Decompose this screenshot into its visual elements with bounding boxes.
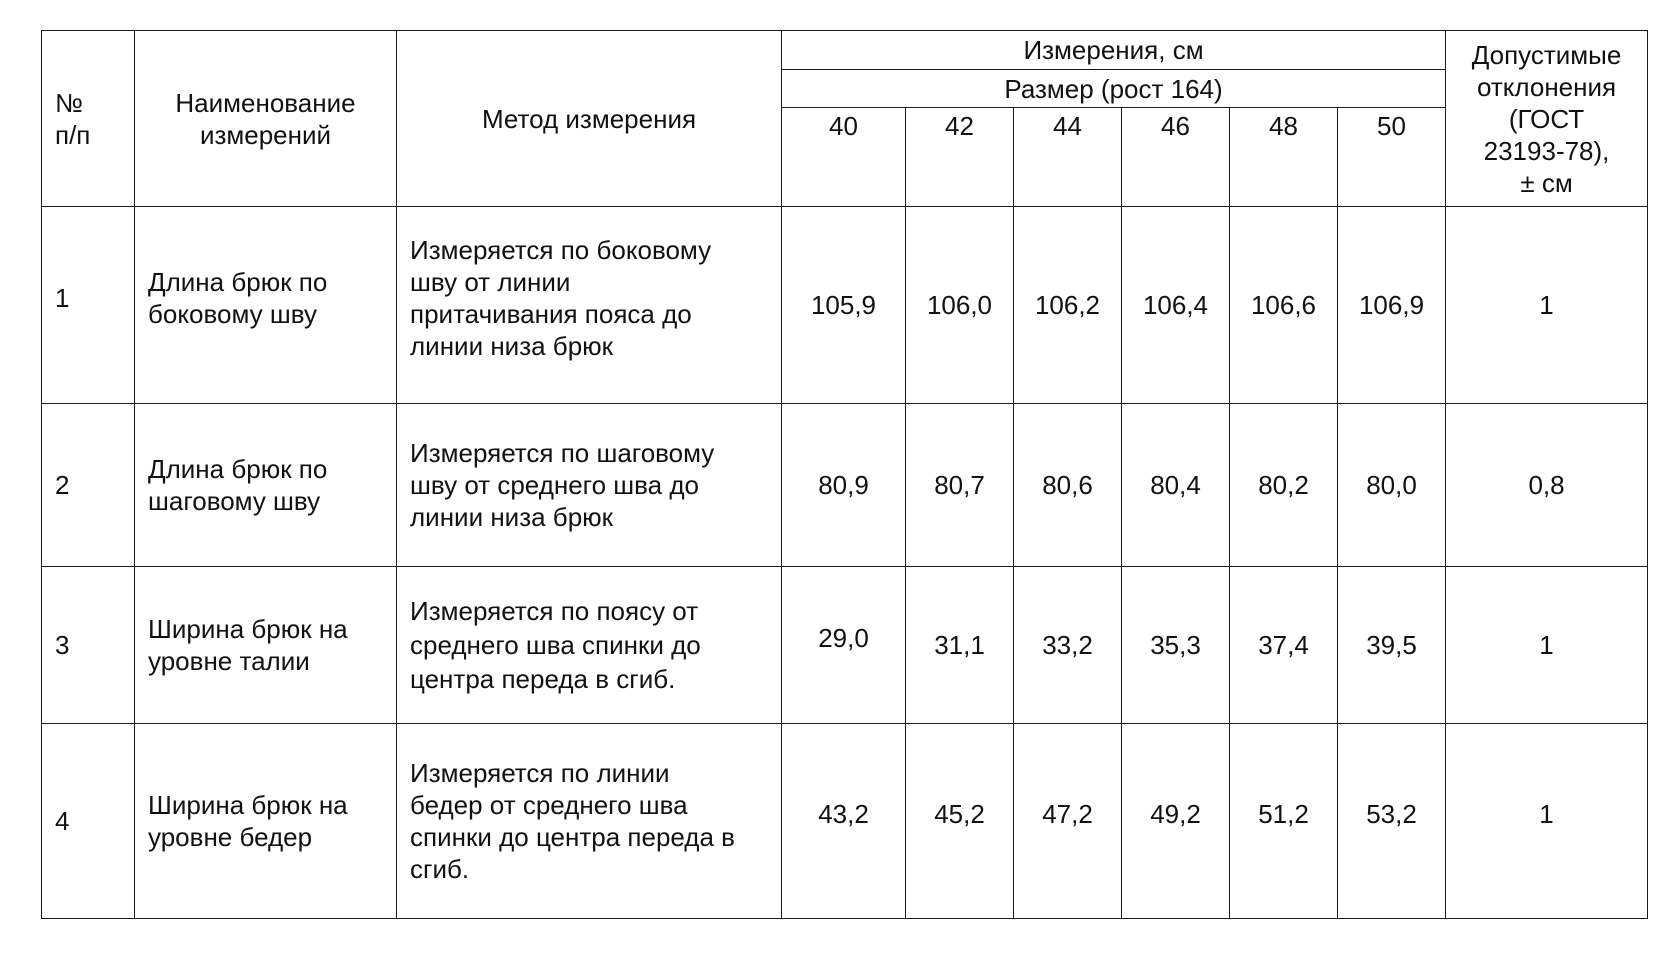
header-size: Размер (рост 164) xyxy=(782,70,1446,108)
row-tolerance-text: 1 xyxy=(1539,799,1554,829)
table-row xyxy=(42,567,1648,724)
row-method-text xyxy=(410,234,773,362)
row-value-text: 29,0 xyxy=(818,623,869,653)
row-value: 80,9 xyxy=(782,404,906,567)
row-value-text: 49,2 xyxy=(1150,799,1201,829)
row-number: 3 xyxy=(42,567,135,724)
header-tolerance-line1: Допустимые xyxy=(1471,39,1622,70)
row-tolerance xyxy=(1446,724,1648,919)
measurement-table xyxy=(41,30,1648,919)
row-value: 105,9 xyxy=(782,207,906,404)
header-name-line1: Наименование xyxy=(175,87,356,118)
row-value xyxy=(1122,724,1230,919)
row-method-line: Измеряется по линии xyxy=(410,758,670,788)
row-name xyxy=(135,207,397,404)
header-size-50: 50 xyxy=(1338,108,1446,207)
row-tolerance: 1 xyxy=(1446,567,1648,724)
row-value: 80,6 xyxy=(1014,404,1122,567)
row-value-text: 51,2 xyxy=(1258,799,1309,829)
row-method xyxy=(397,724,782,919)
row-method xyxy=(397,207,782,404)
row-method-line: центра переда в сгиб. xyxy=(410,664,676,694)
header-name xyxy=(135,31,397,207)
row-name xyxy=(135,404,397,567)
row-method-line: шву от линии xyxy=(410,267,571,297)
header-measurements: Измерения, см xyxy=(782,31,1446,70)
row-method-line: притачивания пояса до xyxy=(410,299,692,329)
header-method: Метод измерения xyxy=(397,31,782,207)
measurement-table-container xyxy=(41,30,1648,919)
row-name-line: Ширина брюк на xyxy=(148,614,348,644)
row-tolerance: 1 xyxy=(1446,207,1648,404)
row-name-line: уровне талии xyxy=(148,646,310,676)
row-value xyxy=(782,724,906,919)
row-method-line: Измеряется по поясу от xyxy=(410,596,699,626)
row-value xyxy=(1338,724,1446,919)
row-value: 106,9 xyxy=(1338,207,1446,404)
row-value-text: 47,2 xyxy=(1042,799,1093,829)
header-tolerance-line5: ± см xyxy=(1520,167,1573,198)
row-value-text: 53,2 xyxy=(1366,799,1417,829)
header-size-40: 40 xyxy=(782,108,906,207)
row-name-text xyxy=(148,266,388,330)
row-value xyxy=(906,724,1014,919)
row-number-text: 1 xyxy=(55,283,70,313)
row-value: 80,7 xyxy=(906,404,1014,567)
row-name xyxy=(135,724,397,919)
row-value: 80,0 xyxy=(1338,404,1446,567)
header-size-46: 46 xyxy=(1122,108,1230,207)
row-method-line: Измеряется по боковому xyxy=(410,235,712,265)
header-row xyxy=(42,31,1648,70)
row-value: 80,4 xyxy=(1122,404,1230,567)
row-method-line: сгиб. xyxy=(410,854,470,884)
row-method-line: шву от среднего шва до xyxy=(410,470,699,500)
row-number xyxy=(42,207,135,404)
row-name-line: шаговому шву xyxy=(148,486,321,516)
row-name xyxy=(135,567,397,724)
row-name-line: Ширина брюк на xyxy=(148,790,348,820)
header-size-44: 44 xyxy=(1014,108,1122,207)
header-tolerance xyxy=(1446,31,1648,207)
header-name-line2: измерений xyxy=(199,119,332,150)
row-name-line: боковому шву xyxy=(148,299,317,329)
row-value: 39,5 xyxy=(1338,567,1446,724)
header-number-line1: № xyxy=(55,87,83,118)
row-number: 4 xyxy=(42,724,135,919)
row-method xyxy=(397,404,782,567)
row-value: 80,2 xyxy=(1230,404,1338,567)
row-method-line: бедер от среднего шва xyxy=(410,790,688,820)
header-tolerance-line2: отклонения xyxy=(1476,71,1617,102)
row-method-line: среднего шва спинки до xyxy=(410,630,701,660)
row-value xyxy=(1230,724,1338,919)
row-value: 37,4 xyxy=(1230,567,1338,724)
row-method xyxy=(397,567,782,724)
row-value: 106,6 xyxy=(1230,207,1338,404)
row-value: 31,1 xyxy=(906,567,1014,724)
row-value: 106,4 xyxy=(1122,207,1230,404)
row-name-line: Длина брюк по xyxy=(148,267,328,297)
row-method-line: Измеряется по шаговому xyxy=(410,438,715,468)
row-value: 106,0 xyxy=(906,207,1014,404)
row-method-line: спинки до центра переда в xyxy=(410,822,735,852)
table-row xyxy=(42,724,1648,919)
header-tolerance-line4: 23193-78), xyxy=(1483,135,1610,166)
row-value: 35,3 xyxy=(1122,567,1230,724)
table-row xyxy=(42,404,1648,567)
row-name-line: Длина брюк по xyxy=(148,454,328,484)
header-number-line2: п/п xyxy=(55,119,91,150)
row-value xyxy=(782,567,906,724)
row-value-text: 45,2 xyxy=(934,799,985,829)
header-tolerance-line3: (ГОСТ xyxy=(1508,103,1585,134)
table-row xyxy=(42,207,1648,404)
row-tolerance: 0,8 xyxy=(1446,404,1648,567)
row-method-line: линии низа брюк xyxy=(410,502,614,532)
row-value xyxy=(1014,724,1122,919)
row-value-text: 43,2 xyxy=(818,799,869,829)
row-method-line: линии низа брюк xyxy=(410,331,614,361)
header-size-42: 42 xyxy=(906,108,1014,207)
header-size-48: 48 xyxy=(1230,108,1338,207)
row-name-line: уровне бедер xyxy=(148,822,313,852)
row-value: 106,2 xyxy=(1014,207,1122,404)
header-number xyxy=(42,31,135,207)
row-number: 2 xyxy=(42,404,135,567)
row-value: 33,2 xyxy=(1014,567,1122,724)
